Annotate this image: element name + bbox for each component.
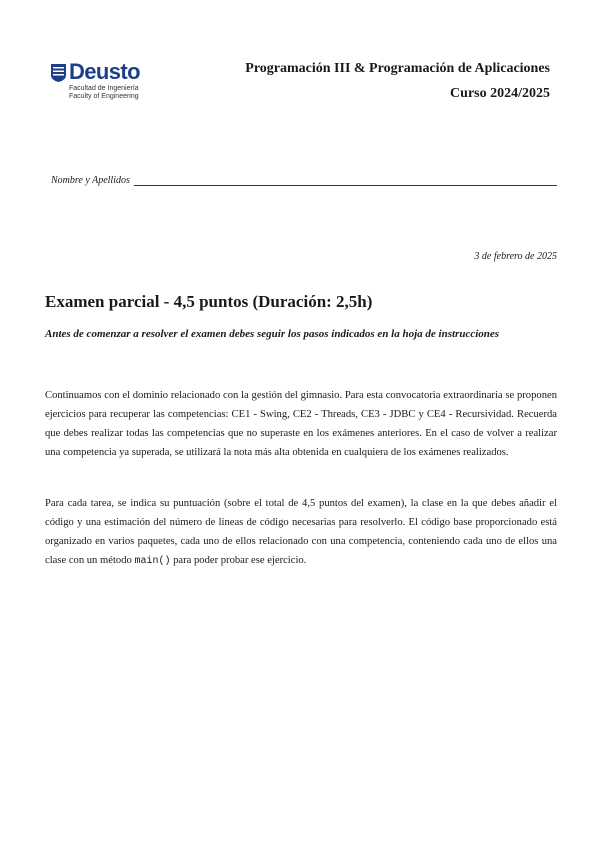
name-field bbox=[51, 175, 557, 186]
body-paragraph-1: Continuamos con el dominio relacionado con la gestión del gimnasio. Para esta convocatoria extraordinaria se proponen ejercicios para recuperar las competencias: CE1 - Swing, CE2 - Threads, CE3 - JDBC y CE4 - Recursividad. Recuerda que debes realizar todas las competencias que no superaste en los exámenes anteriores. En el caso de volver a realizar una competencia ya superada, se utilizará la nota más alta obtenida en cualquiera de los exámenes realizados. bbox=[45, 390, 557, 458]
body-paragraph-2 bbox=[45, 494, 557, 571]
logo-brand: Deusto bbox=[69, 59, 140, 84]
course-title: Programación III & Programación de Aplicaciones bbox=[245, 61, 550, 76]
deusto-logo bbox=[51, 59, 161, 108]
logo-subtitle-en: Faculty of Engineering bbox=[69, 93, 139, 100]
main-method-code: main() bbox=[134, 556, 171, 567]
name-field-label: Nombre y Apellidos bbox=[51, 175, 130, 186]
exam-date: 3 de febrero de 2025 bbox=[474, 251, 557, 262]
exam-instructions: Antes de comenzar a resolver el examen debes seguir los pasos indicados en la hoja de instrucciones bbox=[45, 328, 500, 340]
logo-subtitle-es: Facultad de Ingeniería bbox=[69, 85, 139, 92]
paragraph-2-text-end: para poder probar ese ejercicio. bbox=[170, 555, 307, 566]
exam-title: Examen parcial - 4,5 puntos (Duración: 2,5h) bbox=[45, 292, 373, 311]
course-year: Curso 2024/2025 bbox=[450, 86, 550, 101]
deusto-shield-icon bbox=[51, 64, 66, 82]
paragraph-2-text-start: Para cada tarea, se indica su puntuación (sobre el total de 4,5 puntos del examen), la clase en la que debes añadir el código y una estimación del número de líneas de código necesarias para resolverlo. El código base proporcionado está organizado en varios paquetes, cada uno de ellos relacionado con una competencia, conteniendo cada uno de ellos una clase con un método bbox=[45, 498, 557, 566]
name-field-line bbox=[134, 175, 557, 186]
